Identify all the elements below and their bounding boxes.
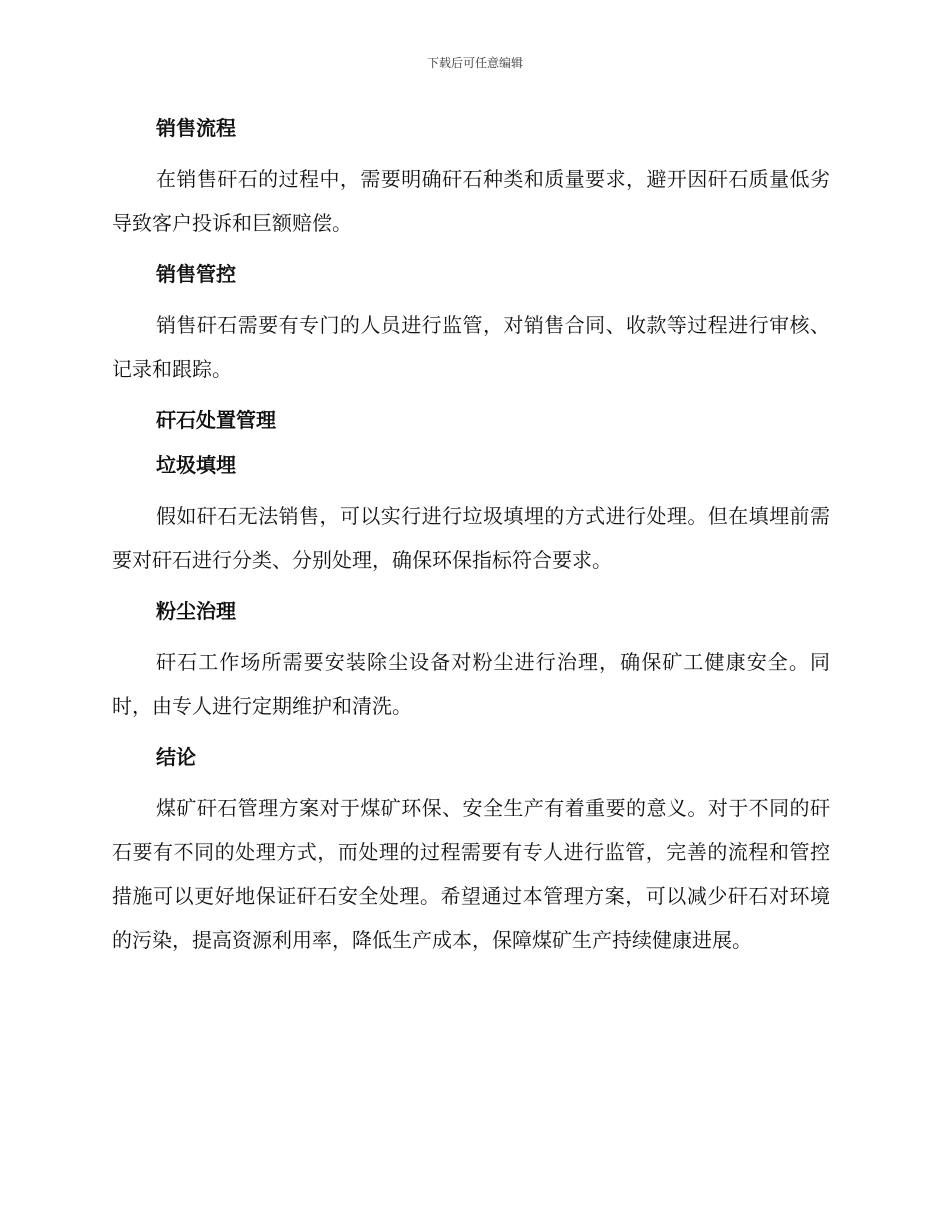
paragraph-sales-control: 销售矸石需要有专门的人员进行监管，对销售合同、收款等过程进行审核、记录和跟踪。	[112, 313, 830, 381]
document-body	[112, 112, 830, 975]
paragraph-dust-control: 矸石工作场所需要安装除尘设备对粉尘进行治理，确保矿工健康安全。同时，由专人进行定期维护和清洗。	[112, 650, 830, 718]
paragraph-conclusion: 煤矿矸石管理方案对于煤矿环保、安全生产有着重要的意义。对于不同的矸石要有不同的处理方式，而处理的过程需要有专人进行监管，完善的流程和管控措施可以更好地保证矸石安全处理。希望通过本管理方案，可以减少矸石对环境的污染，提高资源利用率，降低生产成本，保障煤矿生产持续健康进展。	[112, 796, 830, 952]
section-heading-landfill: 垃圾填埋	[156, 453, 236, 477]
section-heading-sales-control: 销售管控	[156, 262, 236, 286]
paragraph-sales-process: 在销售矸石的过程中，需要明确矸石种类和质量要求，避开因矸石质量低劣导致客户投诉和巨额赔偿。	[112, 167, 830, 235]
section-heading-sales-process: 销售流程	[156, 116, 236, 140]
paragraph-landfill: 假如矸石无法销售，可以实行进行垃圾填埋的方式进行处理。但在填埋前需要对矸石进行分类、分别处理，确保环保指标符合要求。	[112, 504, 830, 572]
section-heading-conclusion: 结论	[156, 745, 196, 769]
section-heading-dust-control: 粉尘治理	[156, 599, 236, 623]
section-heading-disposal-management: 矸石处置管理	[156, 408, 276, 432]
page-header: 下载后可任意编辑	[426, 56, 523, 70]
